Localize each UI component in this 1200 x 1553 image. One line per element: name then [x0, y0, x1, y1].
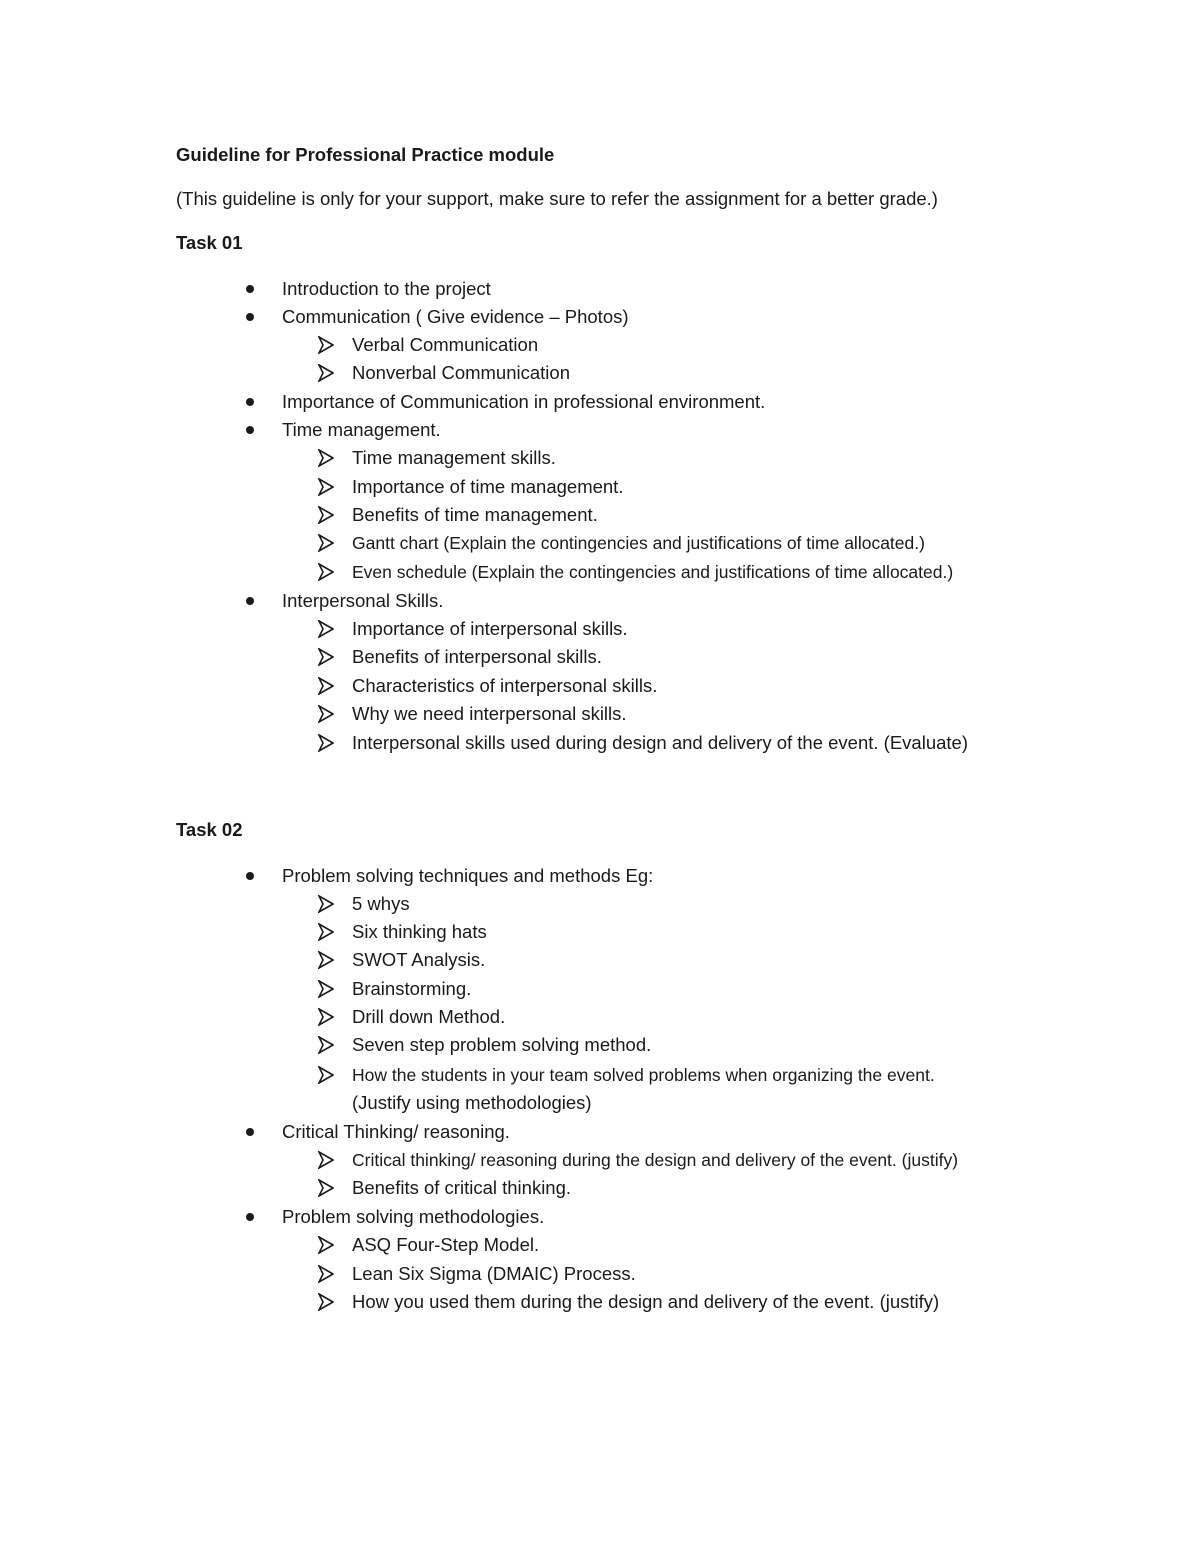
list-item: Time management skills. — [352, 447, 556, 468]
arrow-bullet-icon — [318, 734, 334, 752]
list-item: Problem solving methodologies. — [282, 1206, 545, 1227]
arrow-bullet-icon — [318, 648, 334, 666]
bullet-icon — [246, 285, 254, 293]
arrow-bullet-icon — [318, 336, 334, 354]
list-item: Lean Six Sigma (DMAIC) Process. — [352, 1263, 636, 1284]
list-item-continuation: (Justify using methodologies) — [352, 1092, 592, 1113]
arrow-bullet-icon — [318, 705, 334, 723]
arrow-bullet-icon — [318, 364, 334, 382]
list-item: Communication ( Give evidence – Photos) — [282, 306, 629, 327]
arrow-bullet-icon — [318, 620, 334, 638]
list-item: Seven step problem solving method. — [352, 1034, 652, 1055]
document-title: Guideline for Professional Practice module — [176, 144, 555, 165]
bullet-icon — [246, 1128, 254, 1136]
list-item: Interpersonal skills used during design and delivery of the event. (Evaluate) — [352, 732, 968, 753]
guideline-note: (This guideline is only for your support, make sure to refer the assignment for a better grade.) — [176, 188, 938, 209]
arrow-bullet-icon — [318, 1265, 334, 1283]
arrow-bullet-icon — [318, 1008, 334, 1026]
bullet-icon — [246, 597, 254, 605]
arrow-bullet-icon — [318, 1066, 334, 1084]
list-item: Brainstorming. — [352, 978, 472, 999]
bullet-icon — [246, 426, 254, 434]
list-item: Benefits of time management. — [352, 504, 598, 525]
list-item: Introduction to the project — [282, 278, 491, 299]
arrow-bullet-icon — [318, 1293, 334, 1311]
bullet-icon — [246, 313, 254, 321]
arrow-bullet-icon — [318, 449, 334, 467]
arrow-bullet-icon — [318, 478, 334, 496]
list-item: Verbal Communication — [352, 334, 539, 355]
arrow-bullet-icon — [318, 563, 334, 581]
list-item: Nonverbal Communication — [352, 362, 570, 383]
arrow-bullet-icon — [318, 1179, 334, 1197]
list-item: Characteristics of interpersonal skills. — [352, 675, 658, 696]
list-item: How you used them during the design and delivery of the event. (justify) — [352, 1291, 940, 1312]
list-item: Importance of interpersonal skills. — [352, 618, 628, 639]
list-item: Importance of Communication in professional environment. — [282, 391, 766, 412]
list-item: Six thinking hats — [352, 921, 487, 942]
arrow-bullet-icon — [318, 895, 334, 913]
arrow-bullet-icon — [318, 980, 334, 998]
arrow-bullet-icon — [318, 923, 334, 941]
bullet-icon — [246, 398, 254, 406]
list-item: Gantt chart (Explain the contingencies and justifications of time allocated.) — [352, 533, 925, 553]
list-item: Even schedule (Explain the contingencies and justifications of time allocated.) — [352, 562, 954, 582]
list-item: Benefits of interpersonal skills. — [352, 646, 602, 667]
arrow-bullet-icon — [318, 1151, 334, 1169]
list-item: Drill down Method. — [352, 1006, 506, 1027]
arrow-bullet-icon — [318, 1236, 334, 1254]
bullet-icon — [246, 1213, 254, 1221]
bullet-icon — [246, 872, 254, 880]
arrow-bullet-icon — [318, 1036, 334, 1054]
list-item: SWOT Analysis. — [352, 949, 486, 970]
list-item: Importance of time management. — [352, 476, 624, 497]
list-item: Benefits of critical thinking. — [352, 1177, 572, 1198]
list-item: Problem solving techniques and methods Eg: — [282, 865, 654, 886]
list-item: Interpersonal Skills. — [282, 590, 444, 611]
list-item: Critical Thinking/ reasoning. — [282, 1121, 510, 1142]
arrow-bullet-icon — [318, 534, 334, 552]
list-item: 5 whys — [352, 893, 410, 914]
list-item: Critical thinking/ reasoning during the design and delivery of the event. (justify) — [352, 1150, 959, 1170]
list-item: ASQ Four-Step Model. — [352, 1234, 540, 1255]
arrow-bullet-icon — [318, 506, 334, 524]
task-01-heading: Task 01 — [176, 232, 243, 253]
arrow-bullet-icon — [318, 951, 334, 969]
list-item: Time management. — [282, 419, 441, 440]
arrow-bullet-icon — [318, 677, 334, 695]
task-02-heading: Task 02 — [176, 819, 243, 840]
list-item: How the students in your team solved problems when organizing the event. — [352, 1065, 935, 1085]
list-item: Why we need interpersonal skills. — [352, 703, 627, 724]
